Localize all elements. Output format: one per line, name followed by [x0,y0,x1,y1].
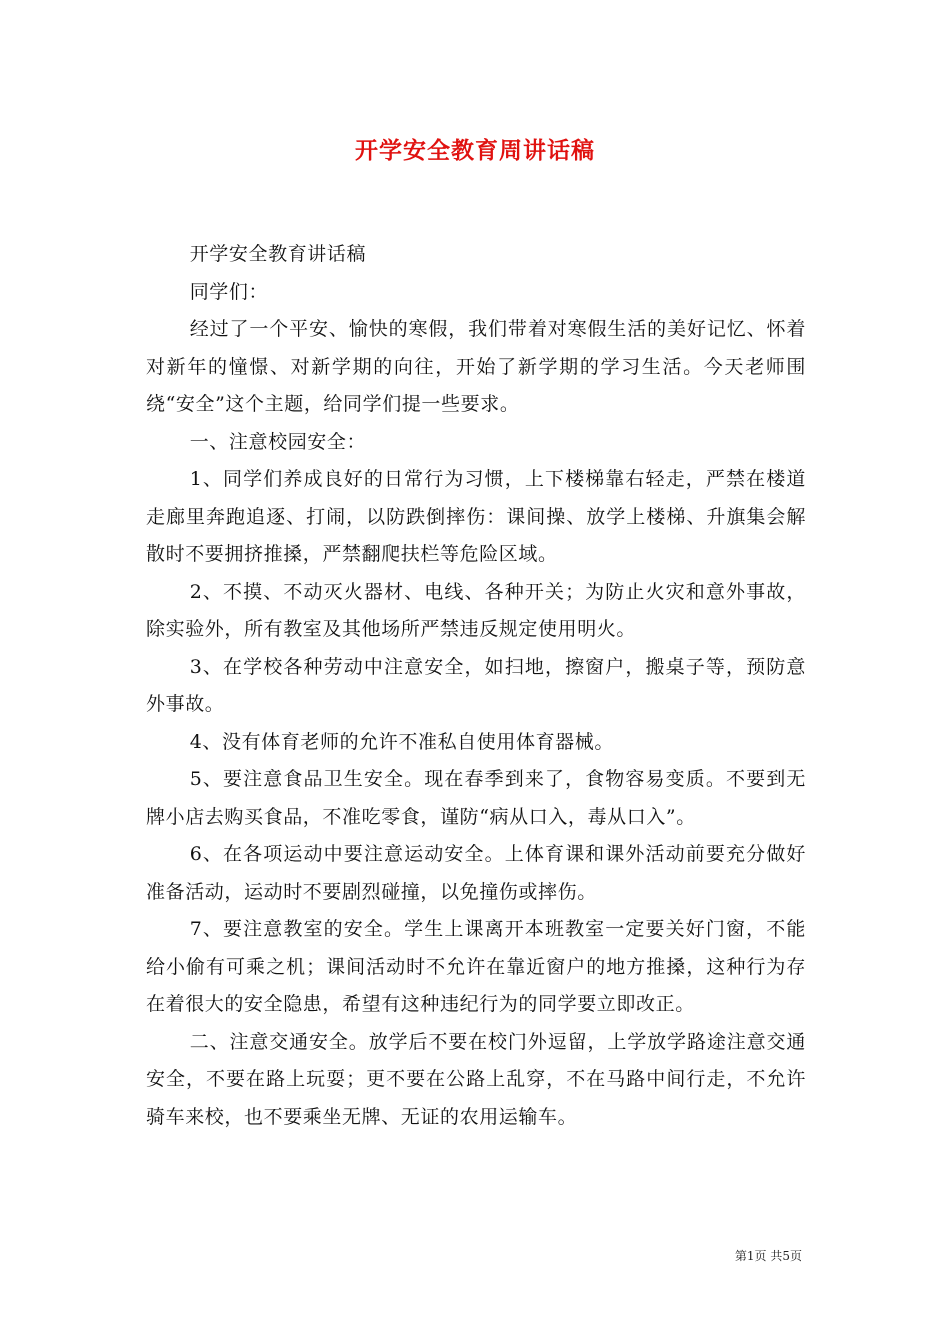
paragraph-greeting: 同学们： [189,280,269,303]
paragraph-item-3: 3、在学校各种劳动中注意安全，如扫地，擦窗户，搬桌子等，预防意外事故。 [146,655,806,715]
paragraph-item-2: 2、不摸、不动灭火器材、电线、各种开关；为防止火灾和意外事故，除实验外，所有教室及其他场所严禁违反规定使用明火。 [146,580,806,640]
document-title: 开学安全教育周讲话稿 [355,137,595,164]
page-number-indicator: 第1页 共5页 [734,1249,802,1263]
paragraph-item-1: 1、同学们养成良好的日常行为习惯，上下楼梯靠右轻走，严禁在楼道走廊里奔跑追逐、打闹，以防跌倒摔伤：课间操、放学上楼梯、升旗集会解散时不要拥挤推搡，严禁翻爬扶栏等危险区域。 [146,468,806,565]
section-traffic-safety: 二、注意交通安全。放学后不要在校门外逗留，上学放学路途注意交通安全，不要在路上玩耍；更不要在公路上乱穿，不在马路中间行走，不允许骑车来校，也不要乘坐无牌、无证的农用运输车。 [146,1030,806,1128]
paragraph-intro: 经过了一个平安、愉快的寒假，我们带着对寒假生活的美好记忆、怀着对新年的憧憬、对新学期的向往，开始了新学期的学习生活。今天老师围绕“安全”这个主题，给同学们提一些要求。 [146,318,806,415]
paragraph-item-5: 5、要注意食品卫生安全。现在春季到来了，食物容易变质。不要到无牌小店去购买食品，不准吃零食，谨防“病从口入，毒从口入”。 [146,768,806,828]
section-heading-campus-safety: 一、注意校园安全： [189,430,367,453]
document-body [146,236,806,1136]
paragraph-item-6: 6、在各项运动中要注意运动安全。上体育课和课外活动前要充分做好准备活动，运动时不要剧烈碰撞，以免撞伤或摔伤。 [146,843,806,903]
paragraph-item-7: 7、要注意教室的安全。学生上课离开本班教室一定要关好门窗，不能给小偷有可乘之机；课间活动时不允许在靠近窗户的地方推搡，这种行为存在着很大的安全隐患，希望有这种违纪行为的同学要立即改正。 [146,918,806,1015]
paragraph-subtitle: 开学安全教育讲话稿 [189,243,367,265]
paragraph-item-4: 4、没有体育老师的允许不准私自使用体育器械。 [189,730,614,753]
